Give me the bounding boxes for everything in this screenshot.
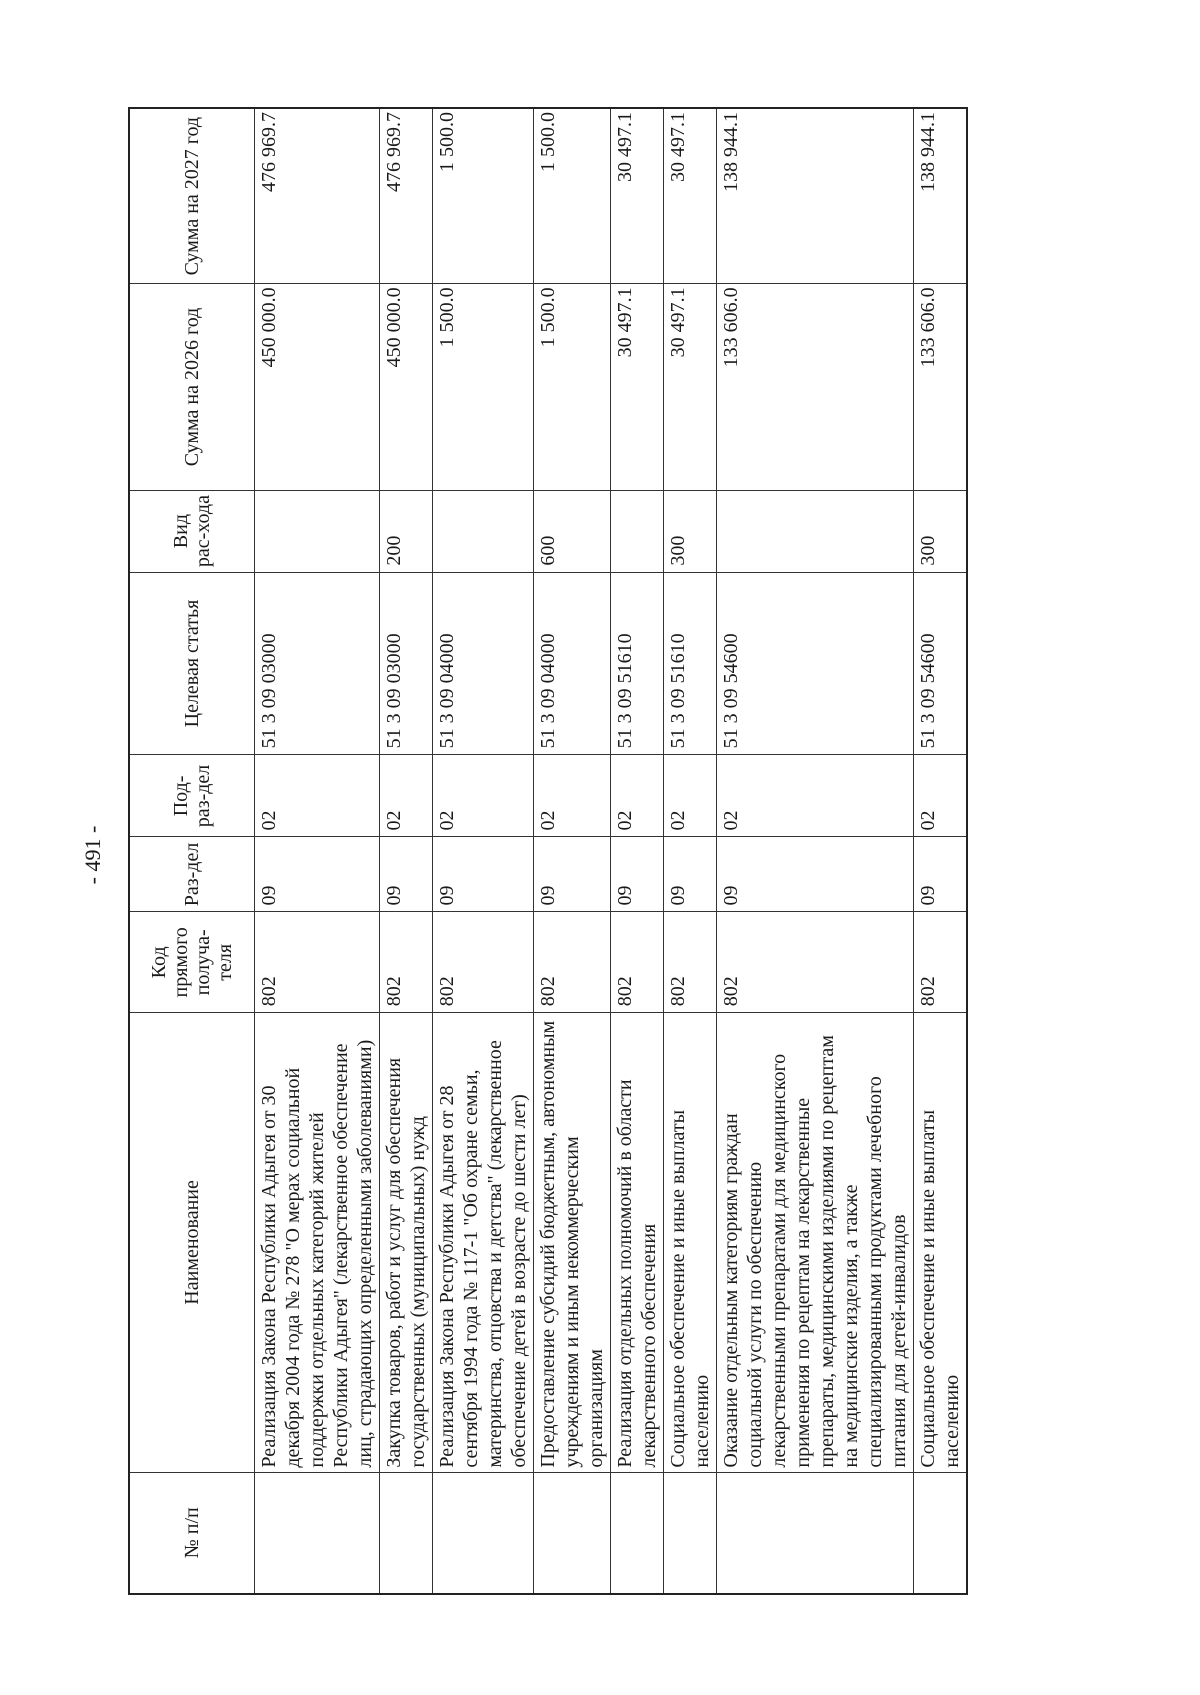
- row-no: [610, 1472, 663, 1594]
- budget-table: [128, 107, 968, 1595]
- row-name: Социальное обеспечение и иные выплаты населению: [913, 1013, 967, 1472]
- row-name: Предоставление субсидий бюджетным, автономным учреждениям и иным некоммерческим организациям: [533, 1013, 610, 1472]
- row-subsection: 02: [663, 755, 716, 837]
- header-sum-2026: Сумма на 2026 год: [129, 284, 254, 490]
- row-subsection: 02: [254, 755, 379, 837]
- row-expense: 300: [663, 490, 716, 572]
- row-sum-2026: 30 497.1: [610, 284, 663, 490]
- row-no: [379, 1472, 432, 1594]
- table-row: [663, 108, 716, 1594]
- table-row: [716, 108, 913, 1594]
- row-subsection: 02: [533, 755, 610, 837]
- row-recipient: 802: [533, 912, 610, 1013]
- row-target: 51 3 09 51610: [663, 572, 716, 755]
- row-sum-2026: 1 500.0: [533, 284, 610, 490]
- row-name: Реализация Закона Республики Адыгея от 30 декабря 2004 года № 278 "О мерах социальной поддержки отдельных категорий жителей Республики Адыгея" (лекарственное обеспечение лиц, страдающих определенными заболеваниями): [254, 1013, 379, 1472]
- row-expense: 200: [379, 490, 432, 572]
- row-expense: [610, 490, 663, 572]
- row-expense: [254, 490, 379, 572]
- row-target: 51 3 09 03000: [379, 572, 432, 755]
- row-section: 09: [716, 837, 913, 912]
- row-recipient: 802: [379, 912, 432, 1013]
- row-no: [254, 1472, 379, 1594]
- row-target: 51 3 09 04000: [432, 572, 533, 755]
- header-subsection: Под-раз-дел: [129, 755, 254, 837]
- row-expense: [716, 490, 913, 572]
- row-target: 51 3 09 51610: [610, 572, 663, 755]
- header-expense: Вид рас-хода: [129, 490, 254, 572]
- header-recipient: Код прямого получа-теля: [129, 912, 254, 1013]
- row-target: 51 3 09 54600: [716, 572, 913, 755]
- header-sum-2027: Сумма на 2027 год: [129, 108, 254, 284]
- row-sum-2026: 133 606.0: [913, 284, 967, 490]
- table-row: [432, 108, 533, 1594]
- header-name: Наименование: [129, 1013, 254, 1472]
- row-section: 09: [254, 837, 379, 912]
- row-sum-2026: 450 000.0: [254, 284, 379, 490]
- row-expense: [432, 490, 533, 572]
- row-sum-2027: 476 969.7: [254, 108, 379, 284]
- row-subsection: 02: [432, 755, 533, 837]
- row-subsection: 02: [716, 755, 913, 837]
- row-recipient: 802: [610, 912, 663, 1013]
- row-sum-2026: 450 000.0: [379, 284, 432, 490]
- row-section: 09: [533, 837, 610, 912]
- row-sum-2026: 133 606.0: [716, 284, 913, 490]
- page-number: - 491 -: [80, 825, 105, 885]
- table-row: [913, 108, 967, 1594]
- row-no: [432, 1472, 533, 1594]
- row-expense: 600: [533, 490, 610, 572]
- row-name: Закупка товаров, работ и услуг для обеспечения государственных (муниципальных) нужд: [379, 1013, 432, 1472]
- row-section: 09: [379, 837, 432, 912]
- row-subsection: 02: [913, 755, 967, 837]
- row-recipient: 802: [716, 912, 913, 1013]
- row-name: Реализация Закона Республики Адыгея от 28 сентября 1994 года № 117-1 "Об охране семьи, материнства, отцовства и детства" (лекарственное обеспечение детей в возрасте до шести лет): [432, 1013, 533, 1472]
- row-sum-2027: 1 500.0: [533, 108, 610, 284]
- row-no: [533, 1472, 610, 1594]
- row-target: 51 3 09 54600: [913, 572, 967, 755]
- row-sum-2027: 30 497.1: [663, 108, 716, 284]
- header-section: Раз-дел: [129, 837, 254, 912]
- header-no: № п/п: [129, 1472, 254, 1594]
- row-subsection: 02: [379, 755, 432, 837]
- row-name: Оказание отдельным категориям граждан социальной услуги по обеспечению лекарственными препаратами для медицинского применения по рецептам на лекарственные препараты, медицинскими изделиями по рецептам на медицинские изделия, а также специализированными продуктами лечебного питания для детей-инвалидов: [716, 1013, 913, 1472]
- row-target: 51 3 09 03000: [254, 572, 379, 755]
- row-name: Социальное обеспечение и иные выплаты населению: [663, 1013, 716, 1472]
- row-recipient: 802: [254, 912, 379, 1013]
- table-row: [254, 108, 379, 1594]
- row-sum-2027: 1 500.0: [432, 108, 533, 284]
- row-no: [913, 1472, 967, 1594]
- table-header-row: [129, 108, 254, 1594]
- row-recipient: 802: [663, 912, 716, 1013]
- row-sum-2027: 138 944.1: [913, 108, 967, 284]
- row-name: Реализация отдельных полномочий в области лекарственного обеспечения: [610, 1013, 663, 1472]
- row-section: 09: [432, 837, 533, 912]
- row-section: 09: [913, 837, 967, 912]
- row-sum-2027: 30 497.1: [610, 108, 663, 284]
- row-section: 09: [610, 837, 663, 912]
- row-sum-2027: 138 944.1: [716, 108, 913, 284]
- row-section: 09: [663, 837, 716, 912]
- table-row: [533, 108, 610, 1594]
- row-sum-2027: 476 969.7: [379, 108, 432, 284]
- row-sum-2026: 30 497.1: [663, 284, 716, 490]
- row-recipient: 802: [432, 912, 533, 1013]
- table-row: [610, 108, 663, 1594]
- header-target: Целевая статья: [129, 572, 254, 755]
- row-sum-2026: 1 500.0: [432, 284, 533, 490]
- row-expense: 300: [913, 490, 967, 572]
- row-subsection: 02: [610, 755, 663, 837]
- row-no: [716, 1472, 913, 1594]
- table-row: [379, 108, 432, 1594]
- row-target: 51 3 09 04000: [533, 572, 610, 755]
- row-recipient: 802: [913, 912, 967, 1013]
- row-no: [663, 1472, 716, 1594]
